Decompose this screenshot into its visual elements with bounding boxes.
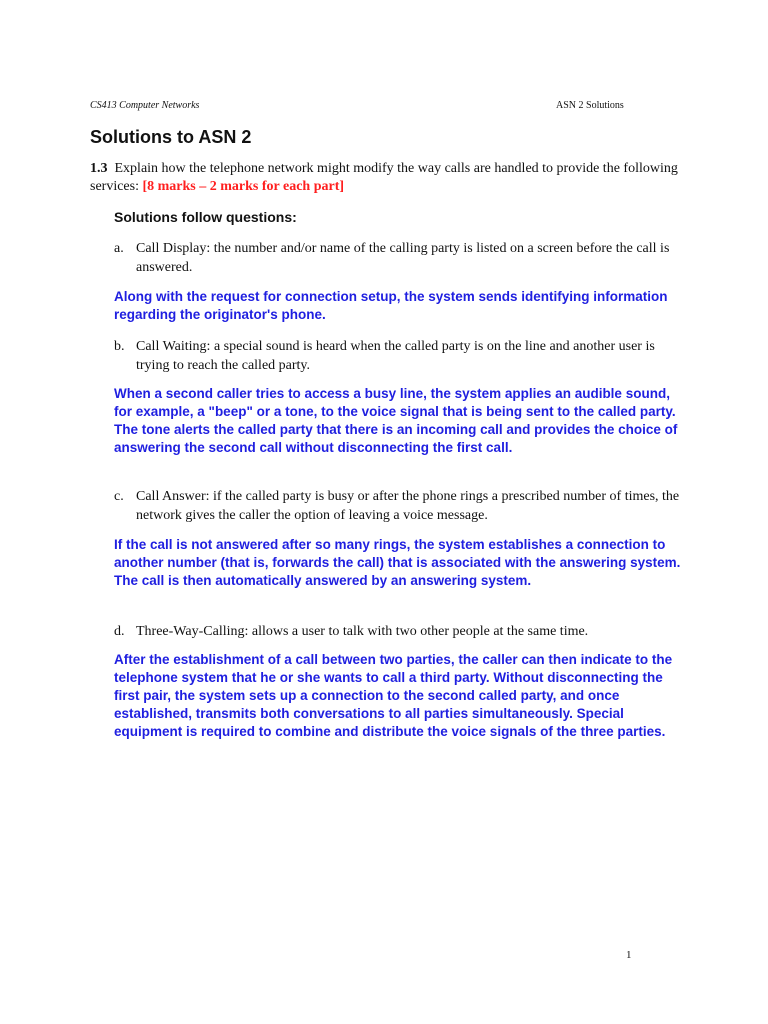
part-a-letter: a. <box>114 241 124 256</box>
running-header-doc: ASN 2 Solutions <box>556 100 624 111</box>
answer-a: Along with the request for connection setup, the system sends identifying information regarding the originator's phone. <box>114 289 668 322</box>
part-c <box>114 487 684 525</box>
page-title: Solutions to ASN 2 <box>90 127 252 147</box>
part-b-letter: b. <box>114 339 125 354</box>
part-c-text: Call Answer: if the called party is busy or after the phone rings a prescribed number of times, the network gives the caller the option of leaving a voice message. <box>136 489 680 523</box>
question-number: 1.3 <box>90 161 108 176</box>
answer-b: When a second caller tries to access a busy line, the system applies an audible sound, for example, a "beep" or a tone, to the voice signal that is being sent to the called party. The tone alerts the called party that there is an incoming call and provides the choice of answering the second call without disconnecting the first call. <box>114 386 678 455</box>
part-b-text: Call Waiting: a special sound is heard when the called party is on the line and another user is trying to reach the called party. <box>136 339 655 373</box>
part-a <box>114 239 684 277</box>
answer-c: If the call is not answered after so many rings, the system establishes a connection to another number (that is, forwards the call) that is associated with the answering system. The call is then automatically answered by an answering system. <box>114 537 681 588</box>
part-d-text: Three-Way-Calling: allows a user to talk with two other people at the same time. <box>136 624 589 639</box>
solutions-intro: Solutions follow questions: <box>114 209 297 225</box>
part-d <box>114 622 684 641</box>
running-header-course: CS413 Computer Networks <box>90 100 200 111</box>
question-marks: [8 marks – 2 marks for each part] <box>142 179 345 194</box>
question-text: Explain how the telephone network might modify the way calls are handled to provide the following services: <box>90 161 678 194</box>
page-number: 1 <box>626 949 632 961</box>
part-b <box>114 337 684 375</box>
answer-d: After the establishment of a call between two parties, the caller can then indicate to the telephone system that he or she wants to call a third party. Without disconnecting the first pair, the system sets up a connection to the second called party, and once established, transmits both conversations to all parties simultaneously. Special equipment is required to combine and distribute the voice signals of the three parties. <box>114 652 673 739</box>
part-c-letter: c. <box>114 489 124 504</box>
question-1-3 <box>90 160 690 196</box>
part-d-letter: d. <box>114 624 125 639</box>
part-a-text: Call Display: the number and/or name of the calling party is listed on a screen before the call is answered. <box>136 241 670 275</box>
